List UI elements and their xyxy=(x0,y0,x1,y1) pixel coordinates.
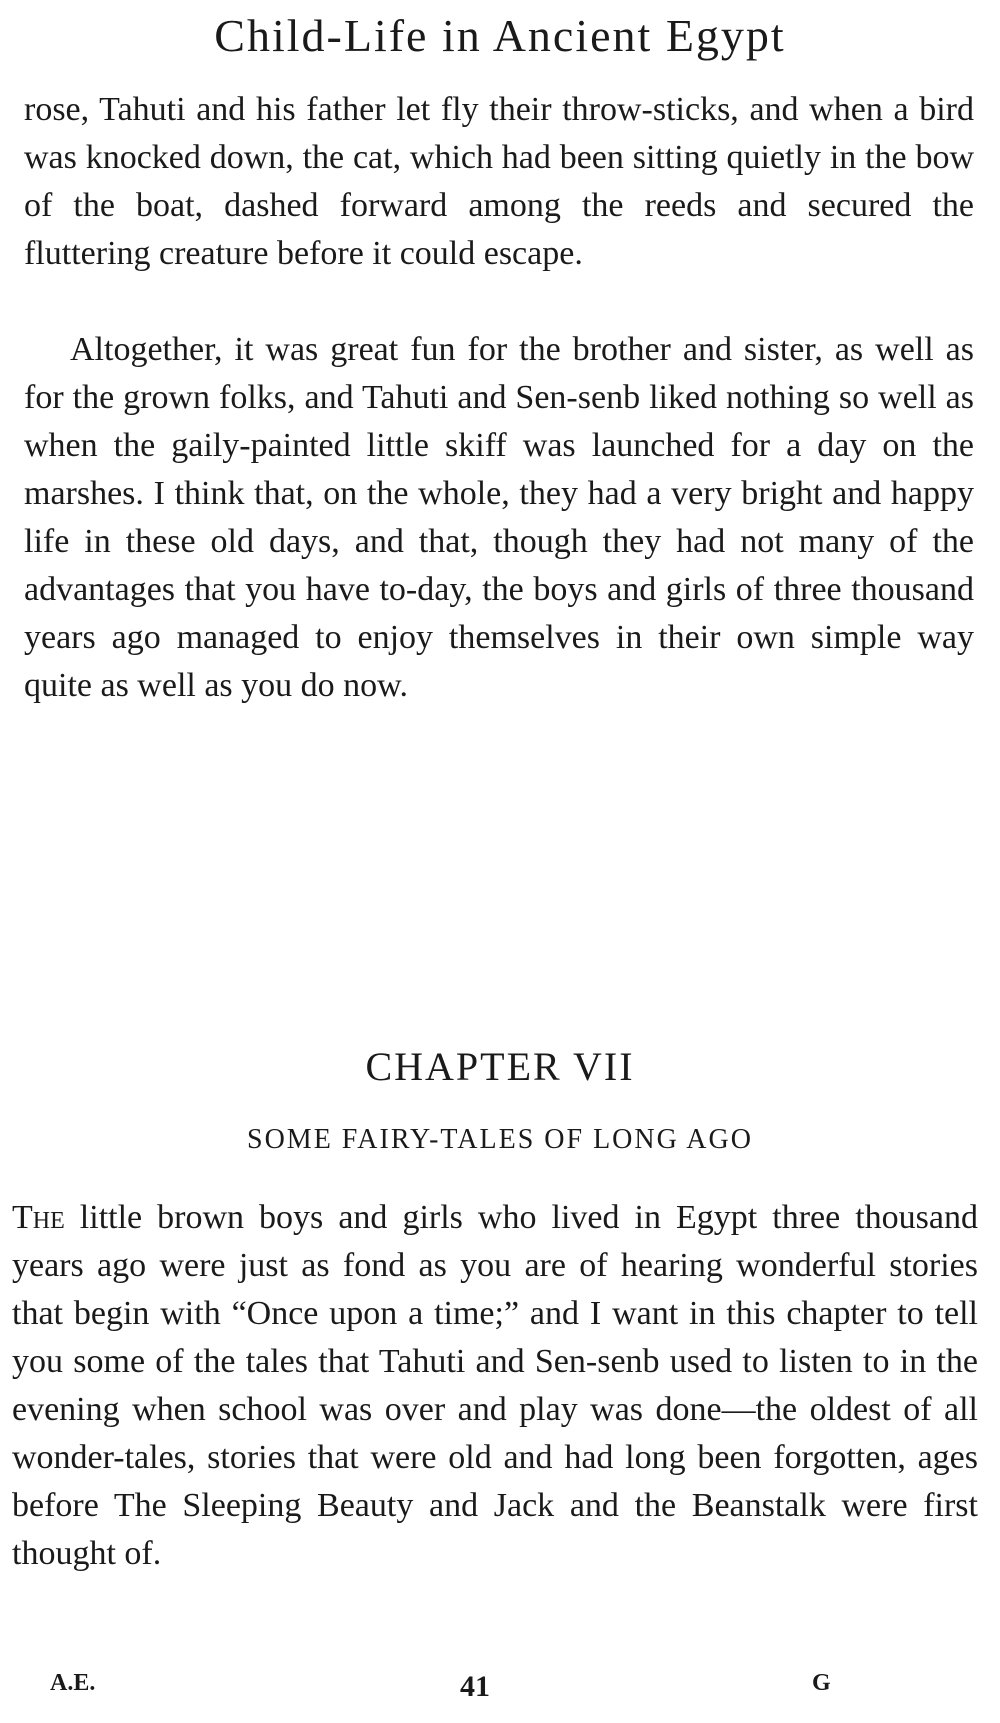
paragraph-continued: rose, Tahuti and his father let fly their throw-sticks, and when a bird was knocked down, the cat, which had been sitting quietly in the bow of the boat, dashed forward among the reeds and secured the fluttering creature before it could escape. xyxy=(24,91,974,272)
running-head: Child-Life in Ancient Egypt xyxy=(214,10,786,61)
signature-mark-left: A.E. xyxy=(50,1670,96,1696)
page-footer xyxy=(0,1670,1000,1710)
chapter-heading: CHAPTER VII xyxy=(365,1044,635,1089)
opening-paragraph-body: little brown boys and girls who lived in Egypt three thousand years ago were just as fond as you are of hearing wonderful stories that begin with “Once upon a time;” and I want in this chapter to tell you some of the tales that Tahuti and Sen-senb used to listen to in the evening when school was over and play was done—the oldest of all wonder-tales, stories that were old and had long been forgotten, ages before The Sleeping Beauty and Jack and the Beanstalk were first thought of. xyxy=(12,1199,978,1572)
chapter-subtitle: SOME FAIRY-TALES OF LONG AGO xyxy=(247,1124,753,1155)
page-number: 41 xyxy=(460,1670,490,1703)
opening-word: The xyxy=(12,1199,65,1236)
signature-mark-right: G xyxy=(812,1670,831,1696)
paragraph-altogether: Altogether, it was great fun for the brother and sister, as well as for the grown folks, and Tahuti and Sen-senb liked nothing so well as when the gaily-painted little skiff was launched for a day on the marshes. I think that, on the whole, they had a very bright and happy life in these old days, and that, though they had not many of the advantages that you have to-day, the boys and girls of three thousand years ago managed to enjoy themselves in their own simple way quite as well as you do now. xyxy=(24,331,974,704)
paragraph-chapter-opening xyxy=(12,1194,978,1578)
